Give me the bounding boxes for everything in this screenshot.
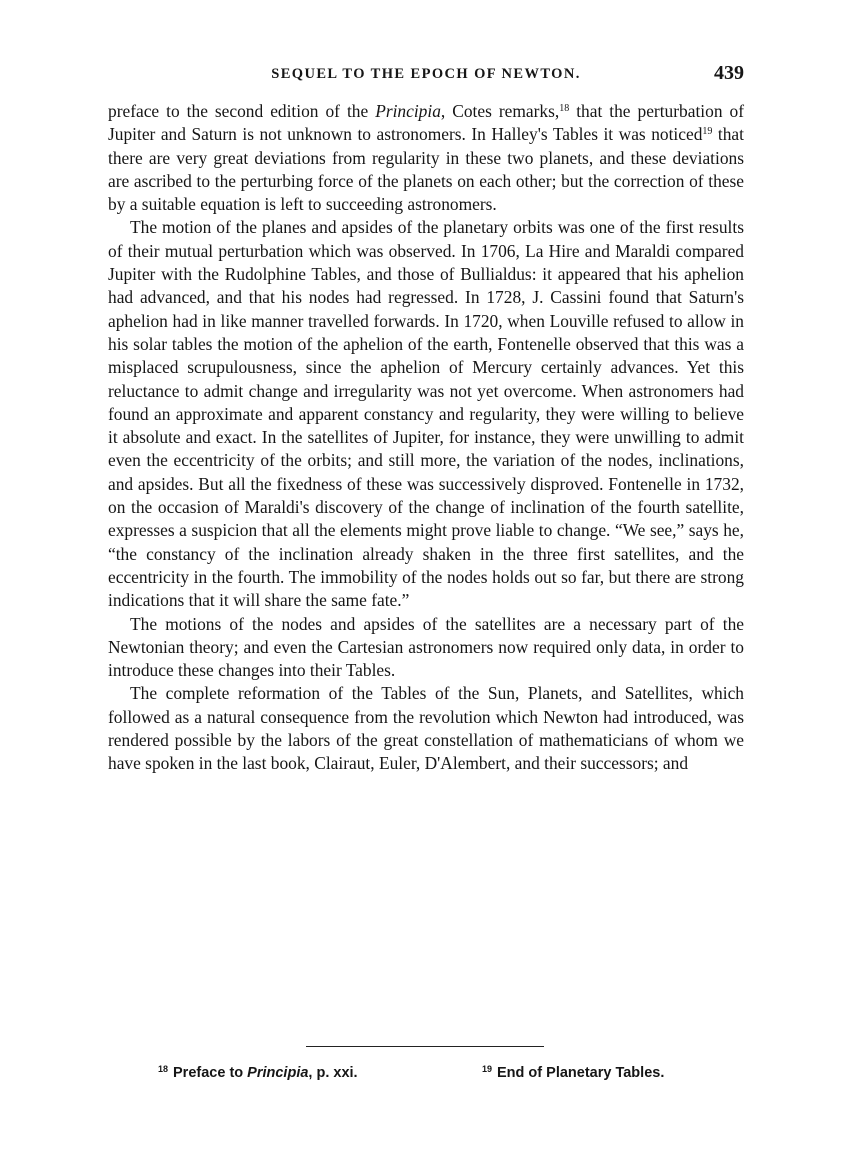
page-number: 439 (714, 62, 744, 84)
footnote-text: , p. xxi. (308, 1065, 358, 1081)
paragraph: The motions of the nodes and apsides of the satellites are a necessary part of the Newtonian theory; and even the Cartesian astronomers now required only data, in order to introduce these changes into their Tables. (108, 613, 744, 681)
running-title: SEQUEL TO THE EPOCH OF NEWTON. (271, 66, 581, 82)
work-title: Principia (247, 1065, 309, 1081)
footnote-text: End of Planetary Tables. (497, 1065, 665, 1081)
paragraph-text: preface to the second edition of the (108, 101, 376, 121)
paragraph-text: , Cotes remarks, (440, 101, 560, 121)
work-title: Principia (375, 101, 441, 121)
paragraph: The complete reformation of the Tables of the Sun, Planets, and Satellites, which followed as a natural consequence from the revolution which Newton had introduced, was rendered possible by the labors of the great constellation of mathematicians of whom we have spoken in the last book, Clairaut, Euler, D'Alembert, and their successors; and (108, 683, 744, 774)
paragraph-continued (108, 100, 744, 216)
running-head (108, 63, 744, 87)
footnote-text: Preface to (173, 1065, 248, 1081)
body-text (108, 100, 744, 776)
paragraph-text: that the perturbation of Jupiter and Saturn is not unknown to astronomers. In Halley's Tables it was noticed (108, 101, 744, 145)
footnote-mark: 18 (158, 1064, 169, 1074)
footnote-divider (306, 1046, 544, 1047)
footnote-ref-19: 19 (702, 126, 713, 138)
footnote-18 (158, 1064, 358, 1081)
paragraph: The motion of the planes and apsides of the planetary orbits was one of the first results of their mutual perturbation which was observed. In 1706, La Hire and Maraldi compared Jupiter with the Rudolphine Tables, and those of Bullialdus: it appeared that his aphelion had advanced, and that his nodes had regressed. In 1728, J. Cassini found that Saturn's aphelion had in like manner travelled forwards. In 1720, when Louville refused to allow in his solar tables the motion of the aphelion of the earth, Fontenelle observed that this was a misplaced scrupulousness, since the aphelion of Mercury certainly advances. Yet this reluctance to admit change and irregularity was not yet overcome. When astronomers had found an approximate and apparent constancy and regularity, they were willing to believe it absolute and exact. In the satellites of Jupiter, for instance, they were unwilling to admit even the eccentricity of the orbits; and still more, the variation of the nodes, inclinations, and apsides. But all the fixedness of these was successively disproved. Fontenelle in 1732, on the occasion of Maraldi's discovery of the change of inclination of the fourth satellite, expresses a suspicion that all the elements might prove liable to change. “We see,” says he, “the constancy of the inclination already shaken in the three first satellites, and the eccentricity in the fourth. The immobility of the nodes holds out so far, but there are strong indications that it will share the same fate.” (108, 217, 744, 611)
footnote-19 (482, 1064, 664, 1081)
paragraph-text: that there are very great deviations from regularity in these two planets, and these deviations are ascribed to the perturbing force of the planets on each other; but the correction of these by a suitable equation is left to succeeding astronomers. (108, 124, 744, 215)
footnote-ref-18: 18 (559, 103, 570, 114)
footnote-mark: 19 (482, 1064, 493, 1074)
